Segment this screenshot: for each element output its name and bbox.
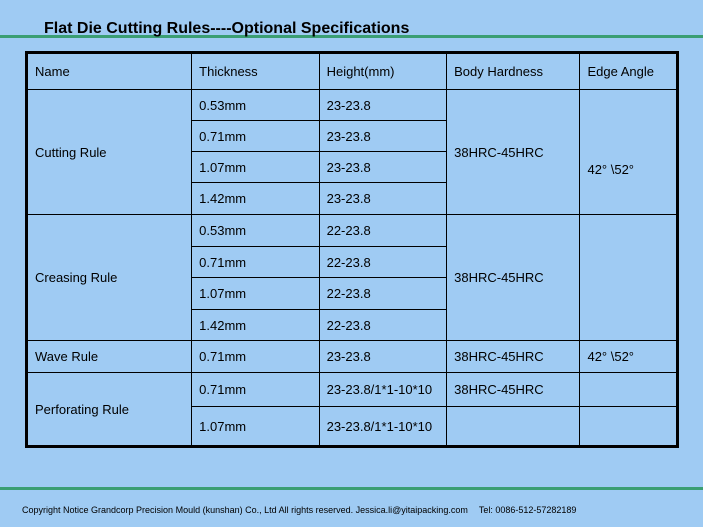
- cutting-rule-hardness: 38HRC-45HRC: [447, 90, 580, 215]
- header-thickness: Thickness: [192, 53, 319, 90]
- header-height: Height(mm): [319, 53, 447, 90]
- cutting-rule-name: Cutting Rule: [27, 90, 192, 215]
- creasing-rule-hardness: 38HRC-45HRC: [447, 215, 580, 341]
- telephone: Tel: 0086-512-57282189: [478, 505, 577, 515]
- thickness-cell: 1.07mm: [192, 278, 319, 310]
- header-edge-angle: Edge Angle: [580, 53, 678, 90]
- table-row: [27, 373, 678, 407]
- copyright-notice: Copyright Notice Grandcorp Precision Mould (kunshan) Co., Ltd All rights reserved. Jessica.li@yitaipacking.com: [22, 505, 468, 515]
- header-name: Name: [27, 53, 192, 90]
- thickness-cell: 0.71mm: [192, 247, 319, 278]
- table-row: [27, 215, 678, 247]
- height-cell: 23-23.8/1*1-10*10: [319, 407, 447, 447]
- thickness-cell: 1.07mm: [192, 407, 319, 447]
- height-cell: 23-23.8/1*1-10*10: [319, 373, 447, 407]
- thickness-cell: 0.71mm: [192, 373, 319, 407]
- thickness-cell: 1.42mm: [192, 310, 319, 341]
- footer: [22, 505, 576, 515]
- wave-rule-name: Wave Rule: [27, 341, 192, 373]
- hardness-cell: 38HRC-45HRC: [447, 373, 580, 407]
- page-title: Flat Die Cutting Rules----Optional Specifications: [44, 20, 410, 37]
- thickness-cell: 0.71mm: [192, 121, 319, 152]
- thickness-cell: 0.53mm: [192, 215, 319, 247]
- hardness-cell: [447, 407, 580, 447]
- thickness-cell: 0.71mm: [192, 341, 319, 373]
- edge-angle-cell: [580, 373, 678, 407]
- thickness-cell: 1.07mm: [192, 152, 319, 183]
- height-cell: 22-23.8: [319, 247, 447, 278]
- specifications-table: [25, 51, 679, 448]
- height-cell: 23-23.8: [319, 183, 447, 215]
- table-row: [27, 341, 678, 373]
- wave-rule-hardness: 38HRC-45HRC: [447, 341, 580, 373]
- bottom-divider: [0, 487, 703, 490]
- height-cell: 22-23.8: [319, 310, 447, 341]
- wave-rule-edge-angle: 42° \52°: [580, 341, 678, 373]
- table-row: [27, 90, 678, 121]
- creasing-rule-name: Creasing Rule: [27, 215, 192, 341]
- height-cell: 23-23.8: [319, 90, 447, 121]
- thickness-cell: 0.53mm: [192, 90, 319, 121]
- height-cell: 22-23.8: [319, 278, 447, 310]
- creasing-rule-edge-angle: [580, 215, 678, 341]
- table-header-row: [27, 53, 678, 90]
- header-body-hardness: Body Hardness: [447, 53, 580, 90]
- thickness-cell: 1.42mm: [192, 183, 319, 215]
- height-cell: 23-23.8: [319, 121, 447, 152]
- height-cell: 23-23.8: [319, 152, 447, 183]
- cutting-rule-edge-angle: 42° \52°: [580, 90, 678, 215]
- edge-angle-cell: [580, 407, 678, 447]
- height-cell: 22-23.8: [319, 215, 447, 247]
- height-cell: 23-23.8: [319, 341, 447, 373]
- perforating-rule-name: Perforating Rule: [27, 373, 192, 447]
